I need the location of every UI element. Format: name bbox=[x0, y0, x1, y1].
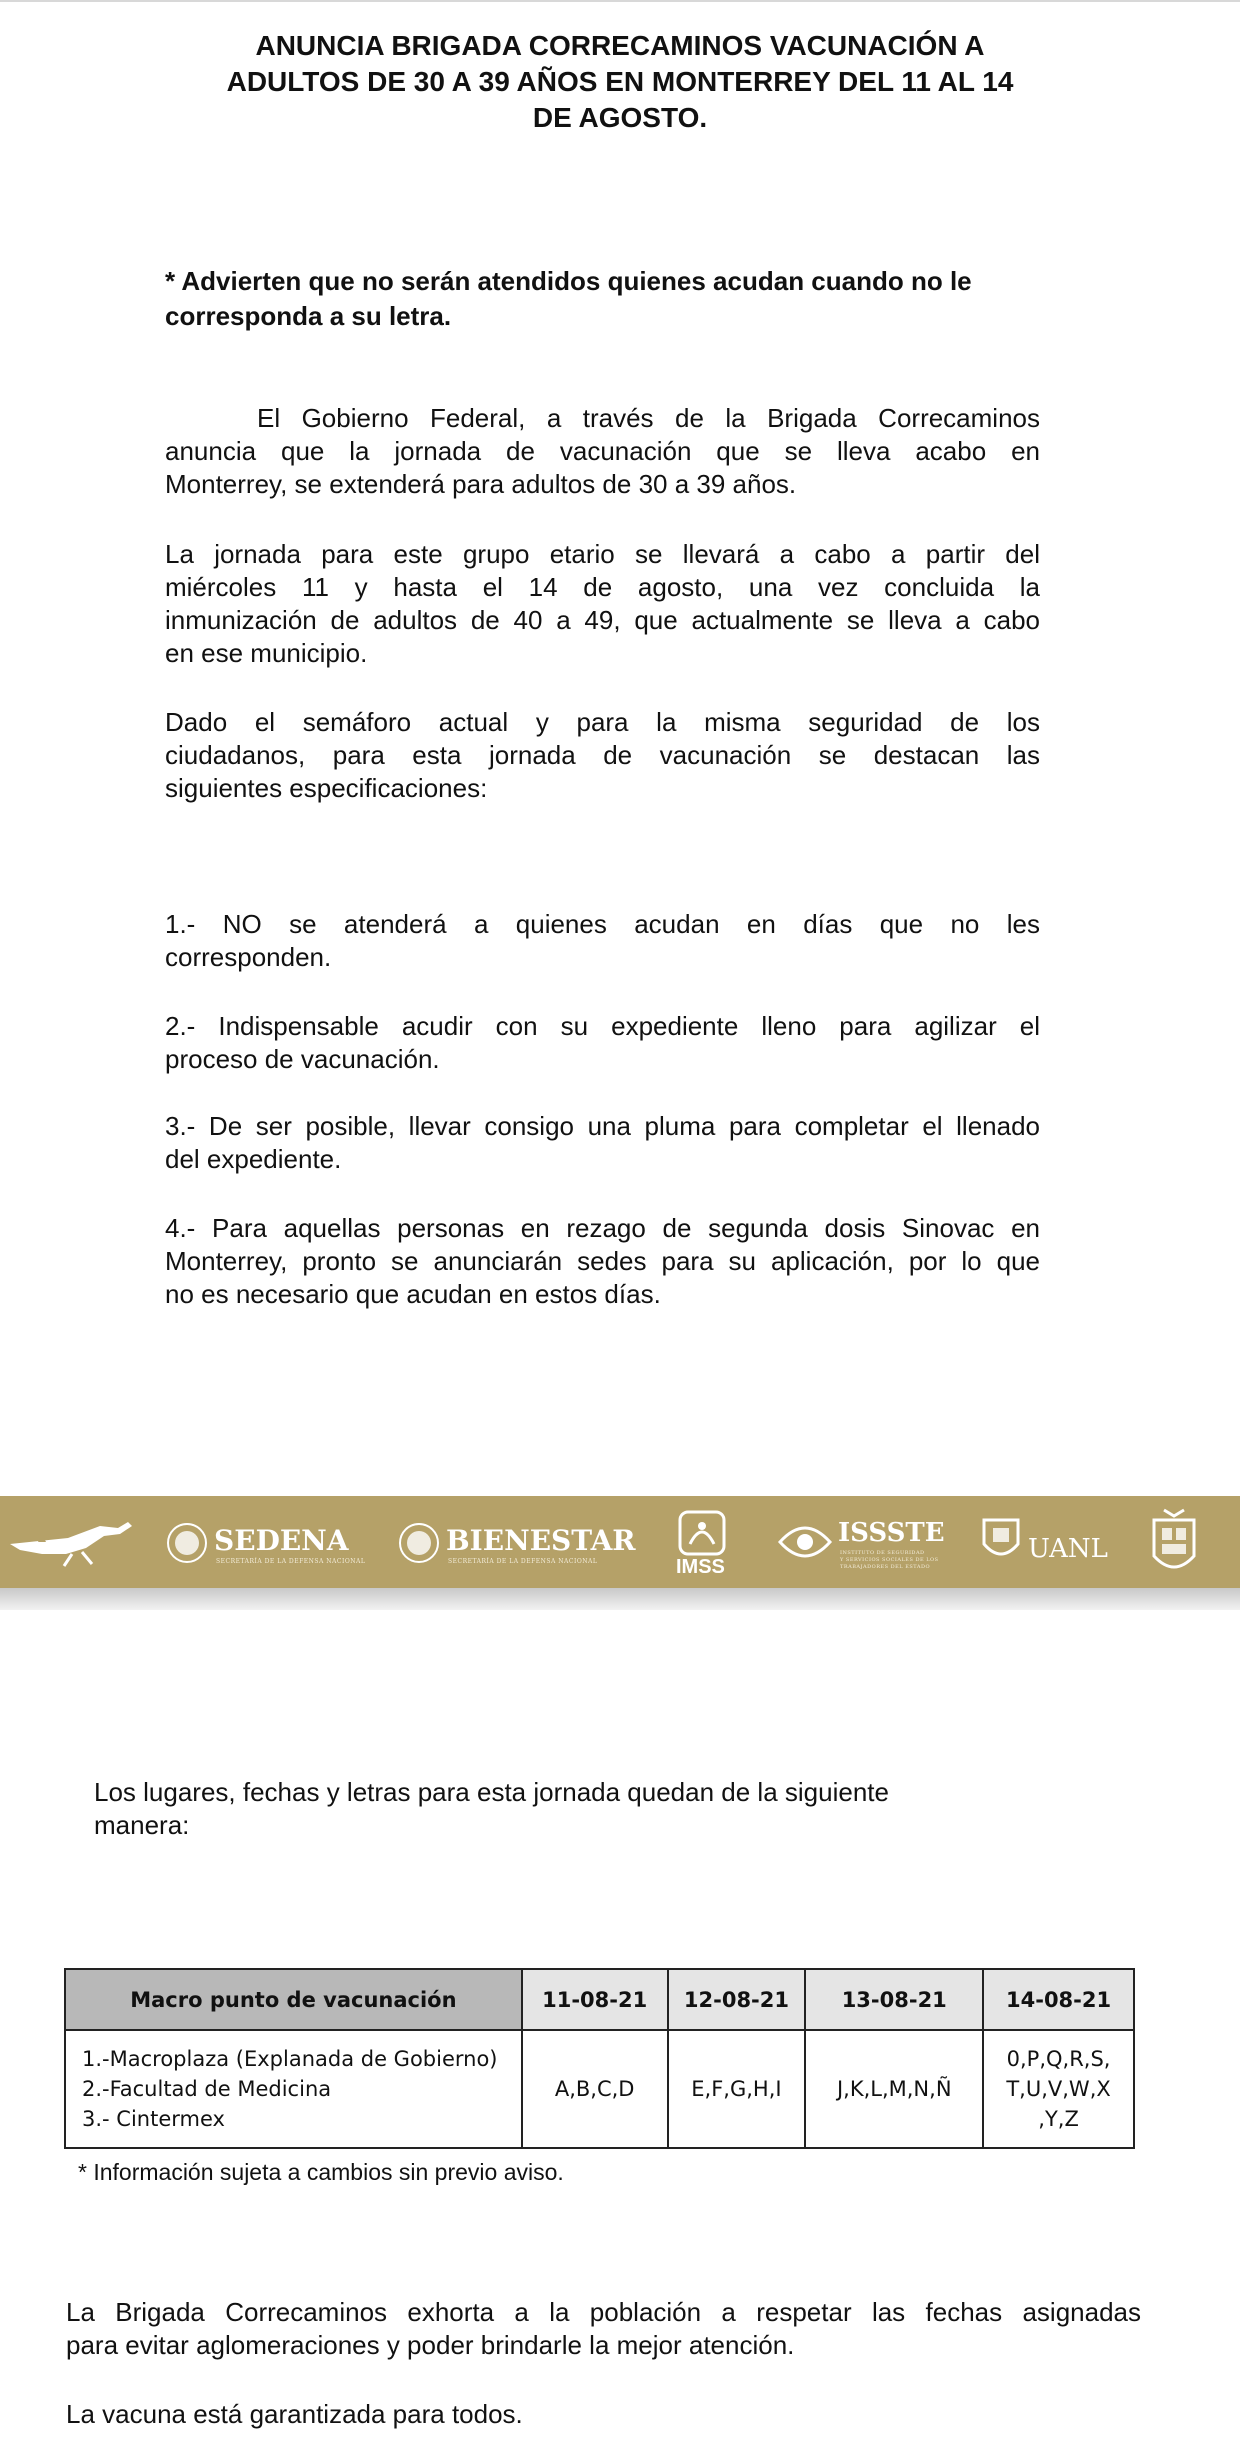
issste-logo-sub-3: TRABAJADORES DEL ESTADO bbox=[840, 1564, 931, 1570]
paragraph-schedule: La jornada para este grupo etario se llevará a cabo a partir del miércoles 11 y hasta el 14 de agosto, una vez concluida la inmunización de adultos de 40 a 49, que actualmente se lleva a cabo en ese municipio. bbox=[165, 539, 1040, 668]
issste-logo-sub-1: INSTITUTO DE SEGURIDAD bbox=[840, 1550, 925, 1556]
issste-logo-sub-2: Y SERVICIOS SOCIALES DE LOS bbox=[840, 1557, 939, 1563]
vaccination-schedule-table bbox=[64, 1968, 1135, 2149]
schedule-intro: Los lugares, fechas y letras para esta jornada quedan de la siguiente manera: bbox=[94, 1777, 889, 1840]
closing-paragraph: La Brigada Correcaminos exhorta a la población a respetar las fechas asignadas para evitar aglomeraciones y poder brindarle la mejor atención. bbox=[66, 2297, 1141, 2360]
letters-cell-13: J,K,L,M,N,Ñ bbox=[805, 2030, 983, 2148]
top-rule bbox=[0, 0, 1240, 2]
letters-cell-12: E,F,G,H,I bbox=[668, 2030, 806, 2148]
spec-item-1: 1.- NO se atenderá a quienes acudan en días que no les corresponden. bbox=[165, 909, 1040, 972]
uanl-emblem bbox=[978, 1516, 1024, 1566]
letters-cell-14: 0,P,Q,R,S, T,U,V,W,X ,Y,Z bbox=[983, 2030, 1134, 2148]
closing-statement: La vacuna está garantizada para todos. bbox=[66, 2399, 523, 2429]
spec-item-4: 4.- Para aquellas personas en rezago de segunda dosis Sinovac en Monterrey, pronto se anunciarán sedes para su aplicación, por lo que no es necesario que acudan en estos días. bbox=[165, 1213, 1040, 1309]
bienestar-logo-subtitle: SECRETARÍA DE LA DEFENSA NACIONAL bbox=[448, 1558, 598, 1565]
roadrunner-logo bbox=[8, 1514, 138, 1570]
table-header-row bbox=[65, 1969, 1134, 2030]
issste-emblem bbox=[776, 1518, 834, 1566]
imss-logo-text: IMSS bbox=[676, 1556, 725, 1578]
paragraph-announcement: El Gobierno Federal, a través de la Brigada Correcaminos anuncia que la jornada de vacunación que se lleva acabo en Monterrey, se extenderá para adultos de 30 a 39 años. bbox=[165, 403, 1040, 499]
spec-item-3: 3.- De ser posible, llevar consigo una pluma para completar el llenado del expediente. bbox=[165, 1111, 1040, 1174]
sedena-logo-subtitle: SECRETARÍA DE LA DEFENSA NACIONAL bbox=[216, 1558, 366, 1565]
uanl-logo-text: UANL bbox=[1028, 1534, 1108, 1564]
issste-logo-text: ISSSTE bbox=[838, 1518, 945, 1548]
logos-banner bbox=[0, 1496, 1240, 1588]
nuevo-leon-shield-icon bbox=[1146, 1506, 1202, 1580]
sedena-emblem bbox=[166, 1522, 208, 1564]
table-row bbox=[65, 2030, 1134, 2148]
bienestar-emblem bbox=[398, 1522, 440, 1564]
warning-subheading: * Advierten que no serán atendidos quienes acudan cuando no le corresponda a su letra. bbox=[165, 266, 972, 331]
places-cell: 1.-Macroplaza (Explanada de Gobierno) 2.-Facultad de Medicina 3.- Cintermex bbox=[65, 2030, 522, 2148]
paragraph-specifications: Dado el semáforo actual y para la misma seguridad de los ciudadanos, para esta jornada de vacunación se destacan las siguientes especificaciones: bbox=[165, 707, 1040, 803]
sedena-logo-text: SEDENA bbox=[214, 1524, 349, 1557]
disclaimer-note: * Información sujeta a cambios sin previo aviso. bbox=[78, 2159, 564, 2185]
header-macro-point: Macro punto de vacunación bbox=[65, 1969, 522, 2030]
banner-shadow bbox=[0, 1588, 1240, 1610]
bienestar-logo-text: BIENESTAR bbox=[446, 1524, 636, 1557]
letters-cell-11: A,B,C,D bbox=[522, 2030, 668, 2148]
spec-item-2: 2.- Indispensable acudir con su expediente lleno para agilizar el proceso de vacunación. bbox=[165, 1011, 1040, 1074]
header-date-13: 13-08-21 bbox=[805, 1969, 983, 2030]
page-title: ANUNCIA BRIGADA CORRECAMINOS VACUNACIÓN A ADULTOS DE 30 A 39 AÑOS EN MONTERREY DEL 11 AL 14 DE AGOSTO. bbox=[226, 30, 1014, 133]
header-date-12: 12-08-21 bbox=[668, 1969, 806, 2030]
header-date-14: 14-08-21 bbox=[983, 1969, 1134, 2030]
imss-emblem bbox=[676, 1510, 728, 1558]
header-date-11: 11-08-21 bbox=[522, 1969, 668, 2030]
